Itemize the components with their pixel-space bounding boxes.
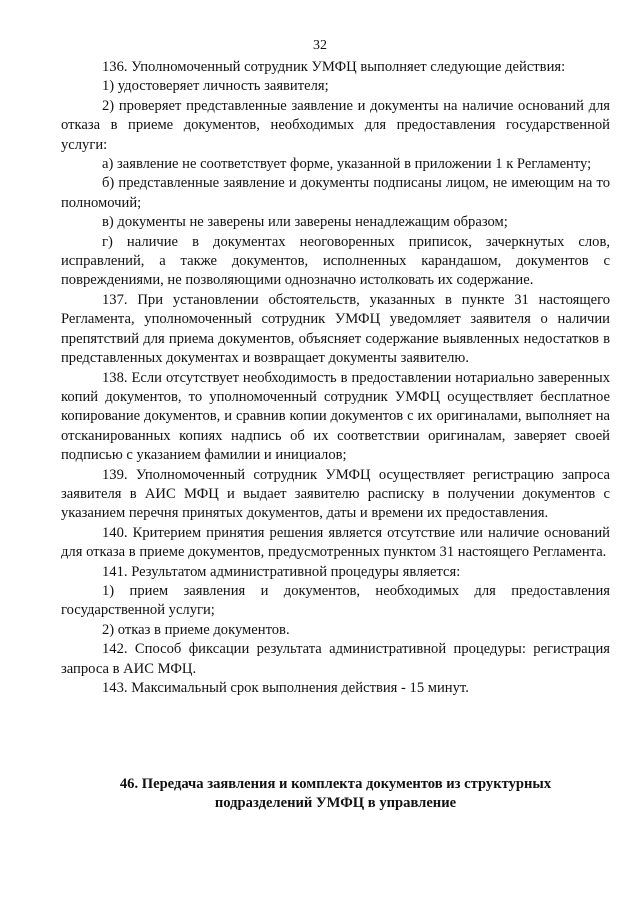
paragraph-139: 139. Уполномоченный сотрудник УМФЦ осуществляет регистрацию запроса заявителя в АИС МФЦ и выдает заявителю расписку в получении документов с указанием перечня принятых документов, даты и времени их предоставления. bbox=[61, 466, 610, 522]
paragraph-136-item-2v: в) документы не заверены или заверены ненадлежащим образом; bbox=[102, 214, 508, 231]
paragraph-140: 140. Критерием принятия решения является отсутствие или наличие оснований для отказа в приеме документов, предусмотренных пунктом 31 настоящего Регламента. bbox=[61, 524, 610, 561]
paragraph-141-item-2: 2) отказ в приеме документов. bbox=[102, 621, 290, 638]
paragraph-142: 142. Способ фиксации результата административной процедуры: регистрация запроса в АИС МФЦ. bbox=[61, 641, 610, 677]
section-heading-line-1: 46. Передача заявления и комплекта документов из структурных bbox=[119, 776, 552, 792]
document-body bbox=[61, 58, 610, 698]
paragraph-136-item-2a: а) заявление не соответствует форме, указанной в приложении 1 к Регламенту; bbox=[102, 156, 592, 173]
paragraph-141-item-1: 1) прием заявления и документов, необходимых для предоставления государственной услуги; bbox=[61, 582, 610, 619]
paragraph-143: 143. Максимальный срок выполнения действия - 15 минут. bbox=[102, 680, 469, 696]
paragraph-141: 141. Результатом административной процедуры является: bbox=[102, 563, 461, 580]
paragraph-136-item-2: 2) проверяет представленные заявление и документы на наличие оснований для отказа в приеме документов, необходимых для предоставления государственной услуги: bbox=[61, 97, 610, 153]
page-number: 32 bbox=[313, 38, 327, 53]
paragraph-136-item-2g: г) наличие в документах неоговоренных приписок, зачеркнутых слов, исправлений, а также документов, исполненных карандашом, документов с повреждениями, не позволяющими однозначно истолковать их содержание. bbox=[61, 233, 610, 289]
paragraph-136: 136. Уполномоченный сотрудник УМФЦ выполняет следующие действия: bbox=[102, 59, 566, 75]
section-heading bbox=[61, 775, 610, 814]
paragraph-136-item-1: 1) удостоверяет личность заявителя; bbox=[102, 78, 329, 95]
paragraph-136-item-2b: б) представленные заявление и документы подписаны лицом, не имеющим на то полномочий; bbox=[61, 175, 610, 211]
paragraph-138: 138. Если отсутствует необходимость в предоставлении нотариально заверенных копий документов, то уполномоченный сотрудник УМФЦ осуществляет бесплатное копирование документов, и сравнив копии документов с их оригиналами, выполняет на отсканированных копиях надпись об их соответствии оригиналам, заверяет своей подписью с указанием фамилии и инициалов; bbox=[61, 369, 610, 464]
section-heading-line-2: подразделений УМФЦ в управление bbox=[214, 795, 457, 812]
paragraph-137: 137. При установлении обстоятельств, указанных в пункте 31 настоящего Регламента, уполномоченный сотрудник УМФЦ уведомляет заявителя о наличии препятствий для приема документов, объясняет содержание выявленных недостатков в представленных документах и возвращает документы заявителю. bbox=[61, 291, 610, 367]
